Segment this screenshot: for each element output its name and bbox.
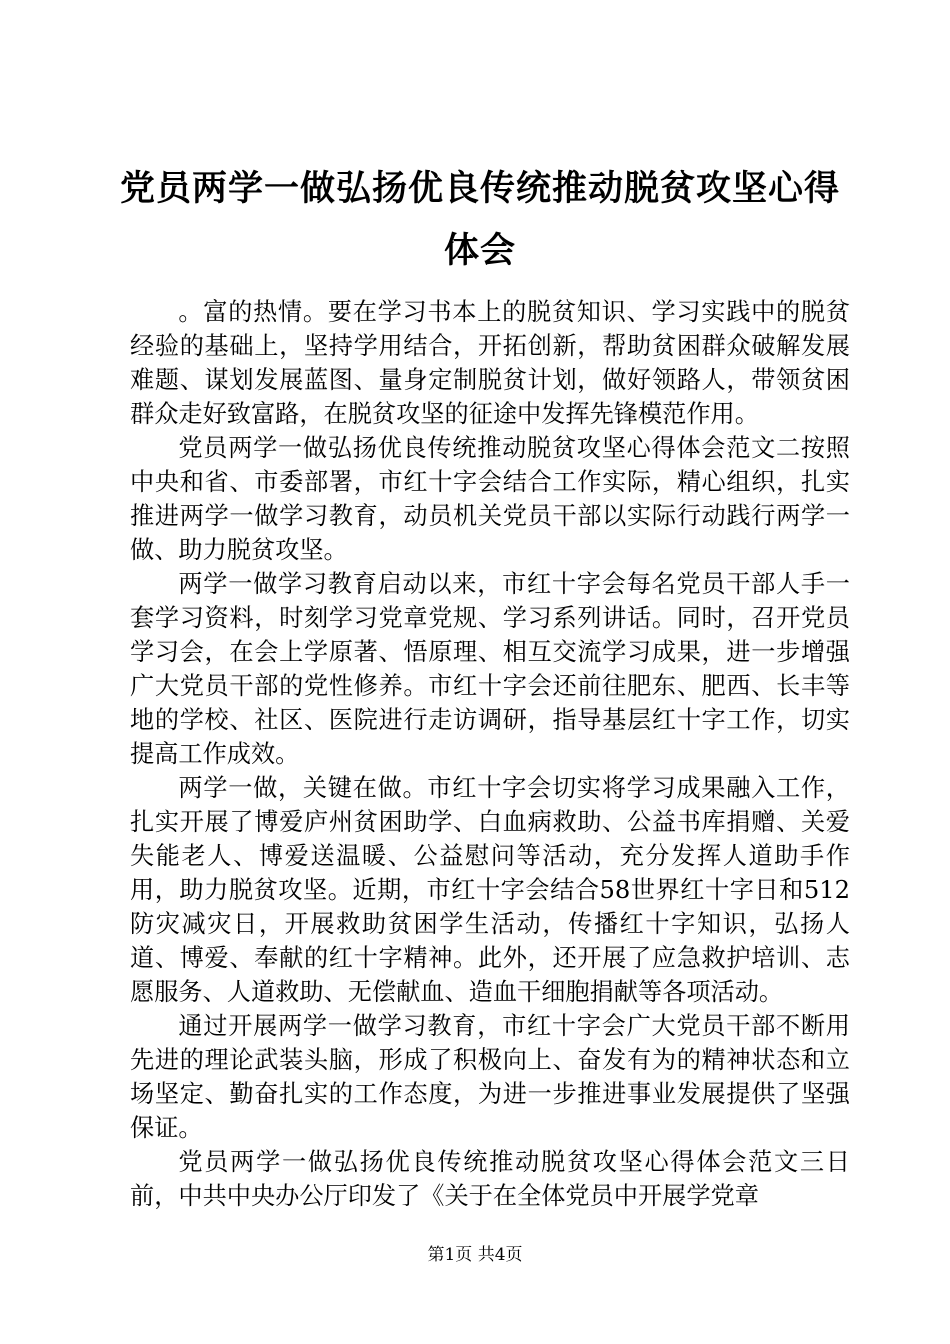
- body-paragraph: 两学一做学习教育启动以来，市红十字会每名党员干部人手一套学习资料，时刻学习党章党规、学习系列讲话。同时，召开党员学习会，在会上学原著、悟原理、相互交流学习成果，进一步增强广大党员干部的党性修养。市红十字会还前往肥东、肥西、长丰等地的学校、社区、医院进行走访调研，指导基层红十字工作，切实提高工作成效。: [130, 570, 850, 768]
- body-paragraph: 两学一做，关键在做。市红十字会切实将学习成果融入工作，扎实开展了博爱庐州贫困助学、白血病救助、公益书库捐赠、关爱失能老人、博爱送温暖、公益慰问等活动，充分发挥人道助手作用，助力脱贫攻坚。近期，市红十字会结合58世界红十字日和512防灾减灾日，开展救助贫困学生活动，传播红十字知识，弘扬人道、博爱、奉献的红十字精神。此外，还开展了应急救护培训、志愿服务、人道救助、无偿献血、造血干细胞捐献等各项活动。: [130, 774, 850, 1006]
- body-paragraph: 党员两学一做弘扬优良传统推动脱贫攻坚心得体会范文二按照中央和省、市委部署，市红十字会结合工作实际，精心组织，扎实推进两学一做学习教育，动员机关党员干部以实际行动践行两学一做、助力脱贫攻坚。: [130, 434, 850, 564]
- page-number-footer: 第1页 共4页: [427, 1245, 523, 1265]
- document-title: 党员两学一做弘扬优良传统推动脱贫攻坚心得体会: [120, 168, 841, 271]
- body-paragraph: 通过开展两学一做学习教育，市红十字会广大党员干部不断用先进的理论武装头脑，形成了积极向上、奋发有为的精神状态和立场坚定、勤奋扎实的工作态度，为进一步推进事业发展提供了坚强保证。: [130, 1012, 850, 1142]
- body-paragraph: 。富的热情。要在学习书本上的脱贫知识、学习实践中的脱贫经验的基础上，坚持学用结合，开拓创新，帮助贫困群众破解发展难题、谋划发展蓝图、量身定制脱贫计划，做好领路人，带领贫困群众走好致富路，在脱贫攻坚的征途中发挥先锋模范作用。: [130, 298, 850, 428]
- body-paragraph: 党员两学一做弘扬优良传统推动脱贫攻坚心得体会范文三日前，中共中央办公厅印发了《关于在全体党员中开展学党章: [130, 1148, 850, 1210]
- document-body: [130, 295, 850, 1213]
